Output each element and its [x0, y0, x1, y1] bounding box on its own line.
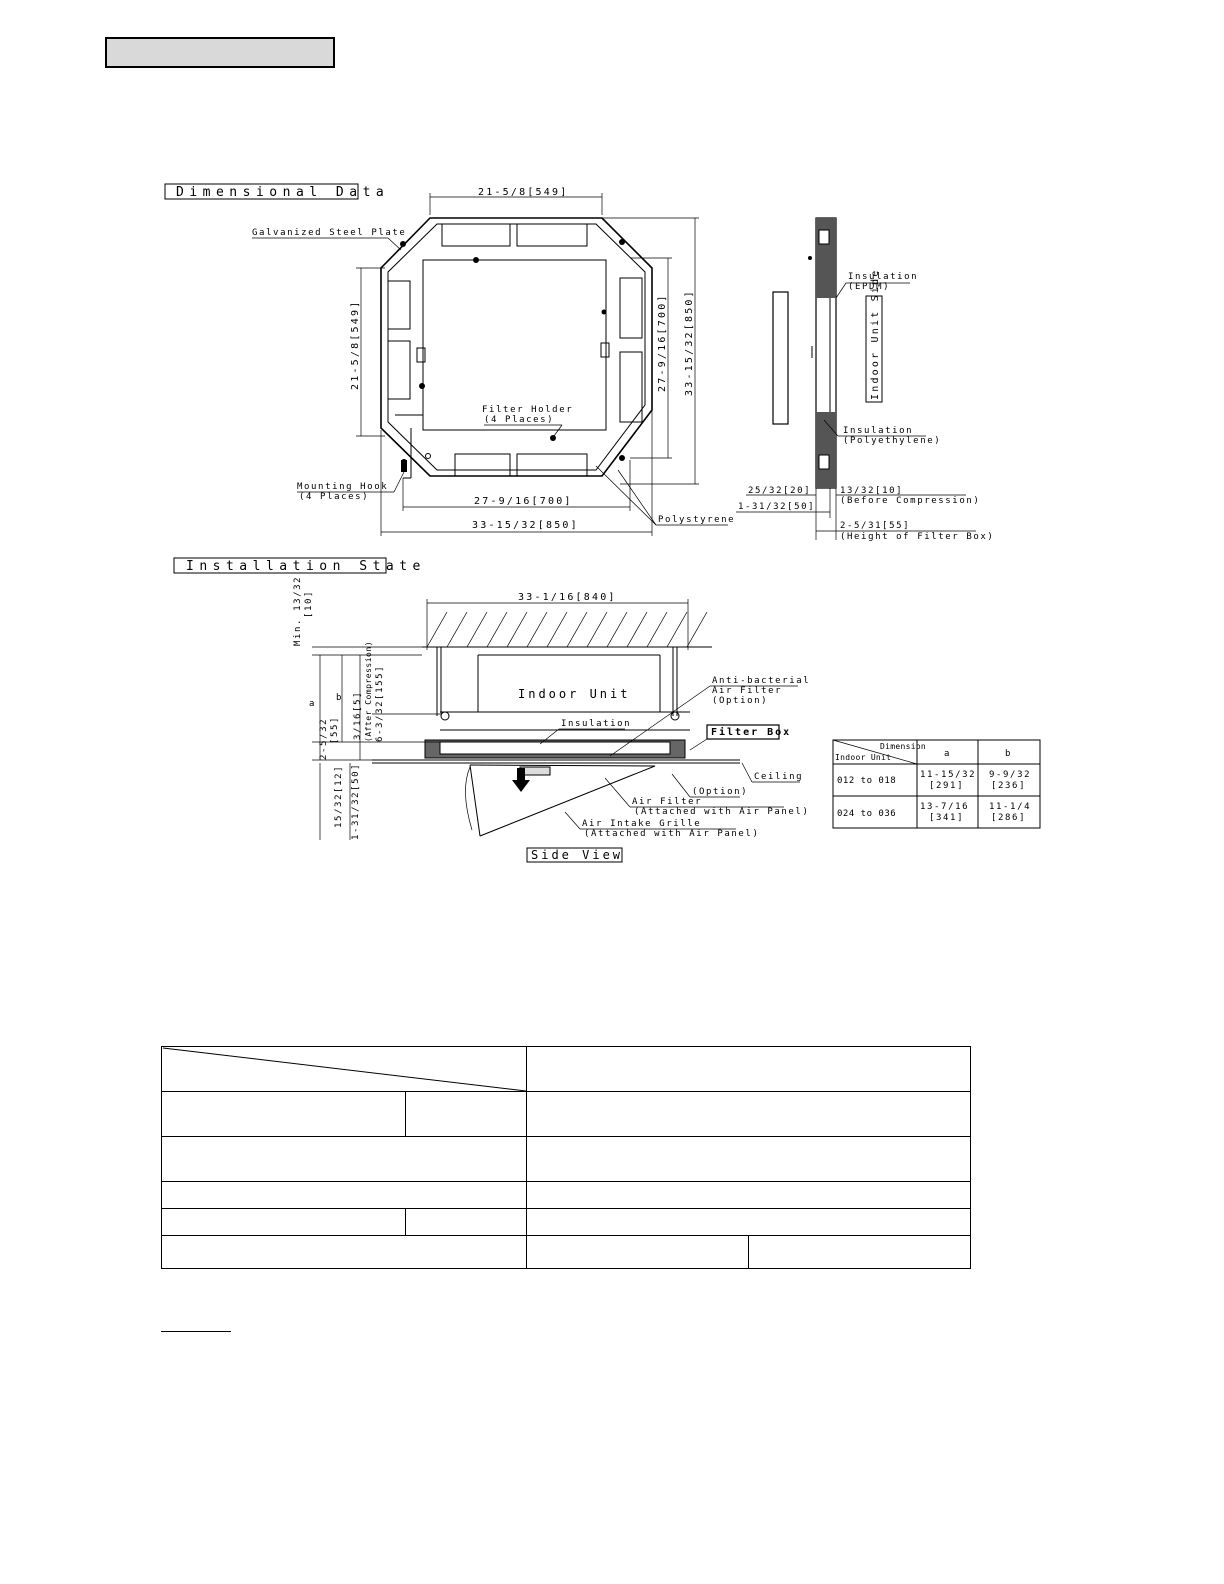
dim-side-50: 1-31/32[50] [738, 502, 816, 512]
dim-55: 2-5/32 [319, 717, 329, 760]
label-after-compression: (After Compression) [364, 640, 373, 742]
row2-a1: 13-7/16 [920, 802, 970, 812]
spec-cell [406, 1209, 527, 1236]
label-polyethylene: (Polyethylene) [843, 436, 942, 446]
row2-a2: [341] [929, 813, 965, 823]
corner-indoor-unit: Indoor Unit [835, 753, 892, 762]
label-epdm: (EPDM) [848, 282, 891, 292]
dim-a: a [309, 699, 317, 709]
corner-dimension: Dimension [880, 742, 927, 751]
dimensional-data-title: Dimensional Data [176, 185, 390, 200]
label-ceiling: Ceiling [754, 772, 804, 782]
label-air-intake: Air Intake Grille [582, 819, 702, 829]
spec-cell [162, 1236, 527, 1269]
dim-55b: [55] [330, 715, 340, 744]
dim-5: 3/16[5] [353, 690, 363, 740]
col-a-header: a [944, 749, 952, 759]
dim-50: 1-31/32[50] [351, 762, 361, 840]
row1-unit: 012 to 018 [837, 776, 897, 786]
spec-cell [162, 1209, 406, 1236]
dim-side-20: 25/32[20] [748, 486, 812, 496]
label-filter-holder-qty: (4 Places) [484, 415, 555, 425]
label-filter-holder: Filter Holder [482, 405, 574, 415]
label-side-view: Side View [531, 848, 624, 862]
side-section-view [773, 218, 836, 488]
label-insulation-pe: Insulation [843, 426, 914, 436]
label-indoor-unit: Indoor Unit [518, 687, 631, 701]
spec-cell [527, 1092, 971, 1137]
dimension-ab-table [833, 740, 1040, 828]
dim-inner-height: 27-9/16[700] [657, 293, 668, 392]
dim-side-55: 2-5/31[55] [840, 521, 911, 531]
spec-cell [527, 1182, 971, 1209]
label-polystyrene: Polystyrene [658, 515, 736, 525]
spec-cell [749, 1236, 971, 1269]
label-air-filter-option: Air Filter [712, 686, 783, 696]
label-attached-2: (Attached with Air Panel) [584, 829, 760, 839]
row1-b2: [236] [991, 781, 1027, 791]
spec-header-value [527, 1047, 971, 1092]
label-air-filter: Air Filter [632, 797, 703, 807]
dim-left-height: 21-5/8[549] [350, 299, 361, 390]
row1-a2: [291] [929, 781, 965, 791]
dim-12: 15/32[12] [334, 764, 344, 828]
dim-side-10: 13/32[10] [840, 486, 904, 496]
row1-a1: 11-15/32 [920, 770, 977, 780]
dim-width-840: 33-1/16[840] [518, 592, 617, 603]
dim-b: b [336, 693, 344, 703]
row1-b1: 9-9/32 [989, 770, 1032, 780]
note-underline [161, 1331, 231, 1332]
spec-header-corner [162, 1047, 527, 1092]
row2-b2: [286] [991, 813, 1027, 823]
label-mounting-hook: Mounting Hook [297, 482, 389, 492]
spec-cell [162, 1092, 406, 1137]
dim-inner-width: 27-9/16[700] [474, 496, 573, 507]
dim-155: 6-3/32[155] [375, 664, 385, 742]
col-b-header: b [1005, 749, 1013, 759]
label-galvanized: Galvanized Steel Plate [252, 228, 407, 238]
dim-outer-width: 33-15/32[850] [472, 520, 579, 531]
row2-unit: 024 to 036 [837, 809, 897, 819]
dim-outer-height: 33-15/32[850] [684, 289, 695, 396]
ceiling-slab [422, 612, 712, 647]
label-option-paren: (Option) [712, 696, 769, 706]
spec-cell [527, 1209, 971, 1236]
label-height-filter-box: (Height of Filter Box) [840, 532, 995, 542]
label-indoor-unit-side: Indoor Unit Side [870, 268, 881, 400]
spec-cell [162, 1137, 527, 1182]
installation-state-title: Installation State [186, 559, 426, 574]
spec-table [161, 1046, 971, 1269]
label-insulation: Insulation [561, 719, 632, 729]
label-before-compression: (Before Compression) [840, 496, 981, 506]
dim-top-width: 21-5/8[549] [478, 187, 569, 198]
label-option2: (Option) [692, 787, 749, 797]
label-mounting-hook-qty: (4 Places) [299, 492, 370, 502]
label-attached-1: (Attached with Air Panel) [634, 807, 810, 817]
label-anti-bacterial: Anti-bacterial [712, 676, 811, 686]
dim-min-10: Min. 13/32 [293, 575, 303, 646]
label-insulation-epdm: Insulation [848, 272, 919, 282]
spec-cell [406, 1092, 527, 1137]
spec-cell [162, 1182, 527, 1209]
spec-cell [527, 1236, 749, 1269]
row2-b1: 11-1/4 [989, 802, 1032, 812]
label-filter-box: Filter Box [711, 727, 792, 738]
unit-top-view [381, 218, 652, 478]
dim-min-10b: [10] [304, 589, 314, 618]
spec-cell [527, 1137, 971, 1182]
